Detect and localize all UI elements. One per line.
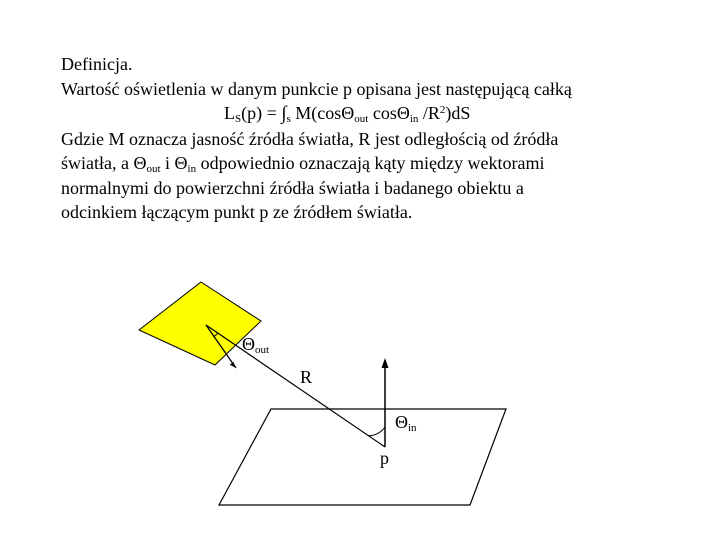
distance-R-label: R bbox=[300, 367, 313, 387]
description-line-2b: i Θ bbox=[160, 153, 188, 173]
description-line-1: Gdzie M oznacza jasność źródła światła, R jest odległością od źródła bbox=[61, 128, 559, 149]
formula-lhs: L bbox=[224, 103, 235, 123]
surface-normal-arrowhead bbox=[382, 358, 389, 368]
source-normal-arrowhead bbox=[230, 362, 236, 368]
formula-part3: /R bbox=[418, 103, 440, 123]
integral-sub: s bbox=[286, 113, 291, 125]
description-sub-out: out bbox=[146, 163, 161, 175]
connecting-segment-R bbox=[206, 325, 385, 447]
formula-part4: )dS bbox=[445, 103, 471, 123]
description-line-3: normalnymi do powierzchni źródła światła i badanego obiektu a bbox=[61, 177, 524, 198]
theta-in-sub: in bbox=[408, 422, 417, 434]
formula-part2: cosΘ bbox=[368, 103, 410, 123]
theta-out-sub: out bbox=[255, 344, 270, 356]
formula-part1: M(cosΘ bbox=[290, 103, 355, 123]
definition-intro: Wartość oświetlenia w danym punkcie p opisana jest następującą całką bbox=[61, 78, 572, 99]
formula-lhs-sub: S bbox=[235, 113, 242, 125]
formula-lhs-rest: (p) = bbox=[241, 103, 282, 123]
formula-sub-in: in bbox=[409, 113, 419, 125]
receiving-plane bbox=[219, 409, 506, 505]
description-line-2c: odpowiednio oznaczają kąty między wektorami bbox=[196, 153, 545, 173]
integral-sign: ∫ bbox=[281, 103, 287, 124]
description-line-2a: światła, a Θ bbox=[61, 153, 147, 173]
formula-sup2: 2 bbox=[439, 104, 446, 116]
description-sub-in: in bbox=[187, 163, 197, 175]
description-line-4: odcinkiem łączącym punkt p ze źródłem światła. bbox=[61, 202, 413, 222]
theta-in-symbol: Θ bbox=[395, 412, 408, 432]
theta-out-label bbox=[242, 334, 269, 354]
formula-sub-out: out bbox=[354, 113, 369, 125]
theta-out-symbol: Θ bbox=[242, 334, 255, 354]
theta-in-arc bbox=[369, 427, 386, 436]
theta-in-label bbox=[395, 412, 417, 432]
point-p-label: p bbox=[380, 448, 389, 468]
definition-heading: Definicja. bbox=[61, 54, 133, 74]
